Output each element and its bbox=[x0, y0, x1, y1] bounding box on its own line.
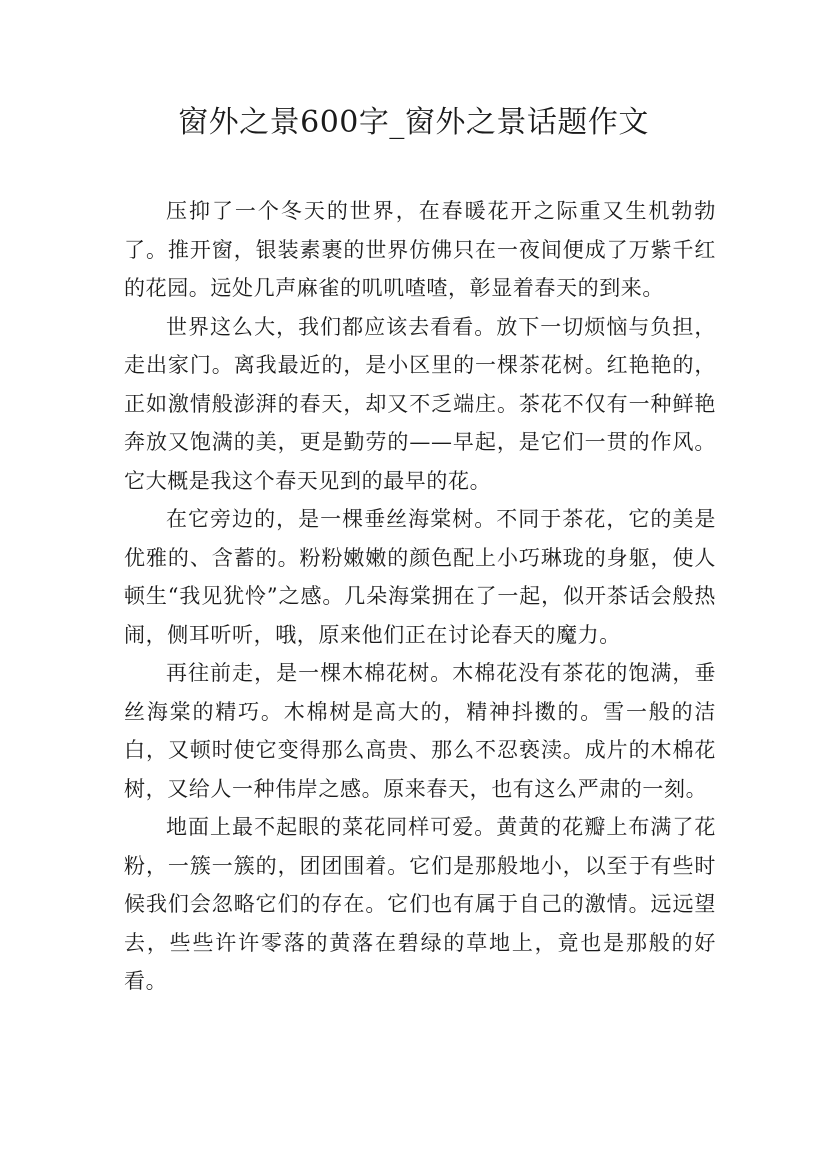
paragraph-4: 再往前走，是一棵木棉花树。木棉花没有茶花的饱满，垂丝海棠的精巧。木棉树是高大的，精神抖擞的。雪一般的洁白，又顿时使它变得那么高贵、那么不忍亵渎。成片的木棉花树，又给人一种伟岸之感。原来春天，也有这么严肃的一刻。 bbox=[124, 661, 716, 801]
paragraph-1: 压抑了一个冬天的世界，在春暖花开之际重又生机勃勃了。推开窗，银装素裹的世界仿佛只在一夜间便成了万紫千红的花园。远处几声麻雀的叽叽喳喳，彰显着春天的到来。 bbox=[124, 199, 716, 300]
paragraph-5: 地面上最不起眼的菜花同样可爱。黄黄的花瓣上布满了花粉，一簇一簇的，团团围着。它们是那般地小，以至于有些时候我们会忽略它们的存在。它们也有属于自己的激情。远远望去，些些许许零落的黄落在碧绿的草地上，竟也是那般的好看。 bbox=[124, 815, 716, 993]
paragraph-3: 在它旁边的，是一棵垂丝海棠树。不同于茶花，它的美是优雅的、含蓄的。粉粉嫩嫩的颜色配上小巧琳珑的身躯，使人顿生“我见犹怜”之感。几朵海棠拥在了一起，似开茶话会般热闹，侧耳听听，哦，原来他们正在讨论春天的魔力。 bbox=[124, 507, 716, 647]
paragraph-2: 世界这么大，我们都应该去看看。放下一切烦恼与负担，走出家门。离我最近的，是小区里的一棵茶花树。红艳艳的，正如激情般澎湃的春天，却又不乏端庄。茶花不仅有一种鲜艳奔放又饱满的美，更是勤劳的——早起，是它们一贯的作风。它大概是我这个春天见到的最早的花。 bbox=[124, 314, 716, 493]
document-title: 窗外之景600字_窗外之景话题作文 bbox=[178, 105, 649, 140]
document-body bbox=[124, 192, 716, 1001]
